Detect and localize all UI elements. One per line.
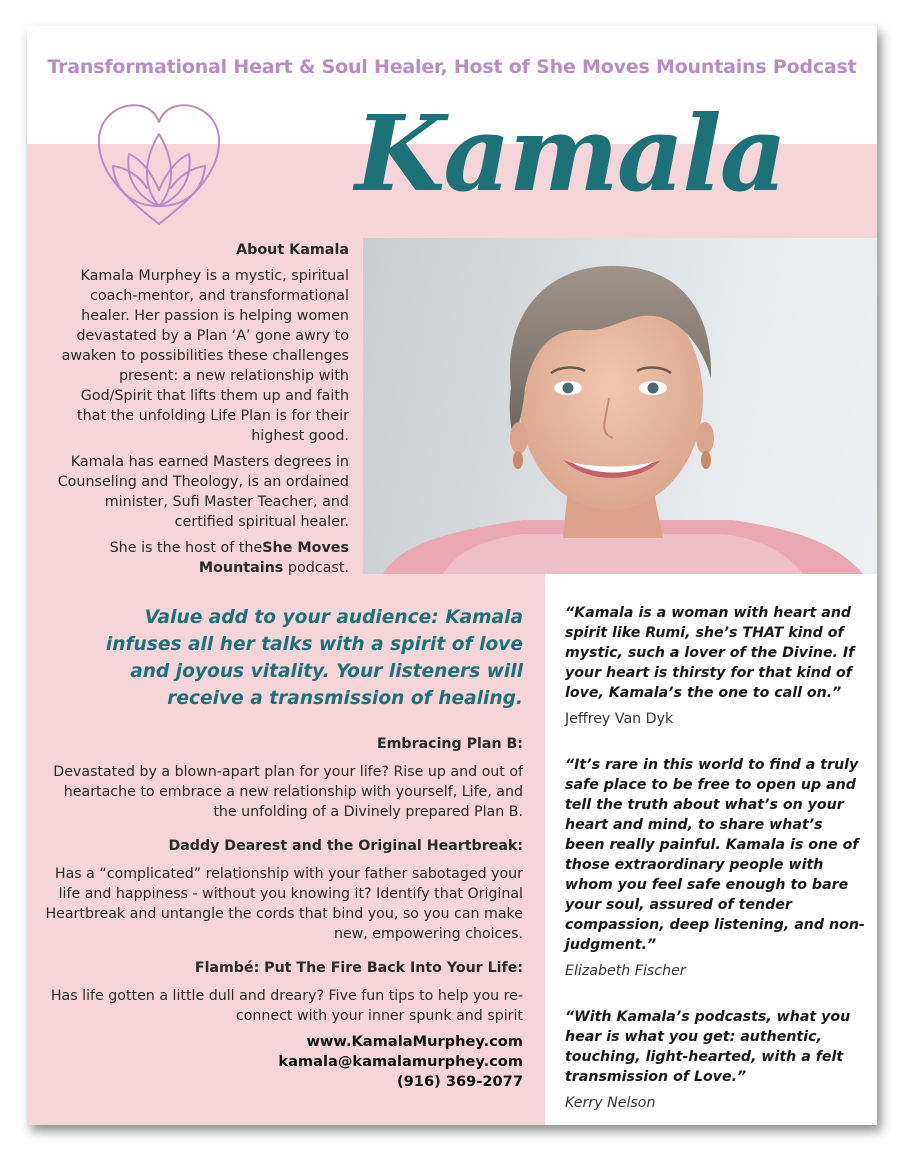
testimonial-author: Jeffrey Van Dyk xyxy=(565,711,674,727)
value-add-statement: Value add to your audience: Kamala infuses all her talks with a spirit of love and joyous vitality. Your listeners will receive a transmission of healing. xyxy=(105,607,523,709)
topic-item xyxy=(45,836,523,944)
contact-info xyxy=(223,1032,523,1092)
topic-description: Devastated by a blown-apart plan for your life? Rise up and out of heartache to embrace a new relationship with yourself, Life, and the unfolding of a Divinely prepared Plan B. xyxy=(53,764,523,820)
about-paragraph-3 xyxy=(57,538,349,578)
topic-item xyxy=(45,734,523,822)
topic-item xyxy=(45,958,523,1026)
portrait-illustration xyxy=(363,238,877,574)
testimonial-author: Kerry Nelson xyxy=(565,1095,656,1111)
testimonial-quote: “It’s rare in this world to find a truly safe place to be free to open up and tell the truth about what’s on your heart and mind, to share what’s been really painful. Kamala is one of those extraordinary people with whom you feel safe enough to bare your soul, assured of tender compassion, deep listening, and non-judgment.” xyxy=(565,757,865,953)
about-heading: About Kamala xyxy=(236,242,349,258)
speaker-name: Kamala xyxy=(355,92,786,215)
topic-title: Flambé: Put The Fire Back Into Your Life: xyxy=(194,960,523,976)
about-paragraph-1: Kamala Murphey is a mystic, spiritual coach-mentor, and transformational healer. Her passion is helping women devastated by a Plan ‘A’ gone awry to awaken to possibilities these challenges present: a new relationship with God/Spirit that lifts them up and faith that the unfolding Life Plan is for their highest good. xyxy=(61,268,349,444)
testimonial-item xyxy=(565,755,865,981)
website-link[interactable]: www.KamalaMurphey.com xyxy=(306,1033,523,1050)
topic-description: Has a “complicated” relationship with your father sabotaged your life and happiness - without you knowing it? Identify that Original Heartbreak and untangle the cords that bind you, so you can make new, empowering choices. xyxy=(45,866,523,942)
topic-title: Embracing Plan B: xyxy=(376,736,523,752)
portrait-photo xyxy=(363,238,877,574)
one-sheet-page xyxy=(27,26,877,1125)
about-paragraph-2: Kamala has earned Masters degrees in Counseling and Theology, is an ordained minister, Sufi Master Teacher, and certified spiritual healer. xyxy=(57,454,349,530)
about-section xyxy=(57,240,349,584)
email-link[interactable]: kamala@kamalamurphey.com xyxy=(278,1053,523,1070)
podcast-intro-text: She is the host of the xyxy=(109,540,263,556)
podcast-suffix-text: podcast. xyxy=(283,560,349,576)
testimonials xyxy=(565,603,865,1125)
testimonial-quote: “With Kamala’s podcasts, what you hear is what you get: authentic, touching, light-hearted, with a felt transmission of Love.” xyxy=(565,1009,851,1085)
phone-number: (916) 369-2077 xyxy=(396,1073,523,1090)
topic-title: Daddy Dearest and the Original Heartbreak: xyxy=(168,838,523,854)
testimonial-item xyxy=(565,603,865,729)
tagline: Transformational Heart & Soul Healer, Host of She Moves Mountains Podcast xyxy=(47,56,857,78)
talk-topics xyxy=(45,734,523,1040)
testimonial-item xyxy=(565,1007,865,1113)
testimonial-author: Elizabeth Fischer xyxy=(565,963,686,979)
testimonial-quote: “Kamala is a woman with heart and spirit like Rumi, she’s THAT kind of mystic, such a lover of the Divine. If your heart is thirsty for that kind of love, Kamala’s the one to call on.” xyxy=(565,605,855,701)
topic-description: Has life gotten a little dull and dreary? Five fun tips to help you re-connect with your inner spunk and spirit xyxy=(50,988,523,1024)
podcast-name: She Moves Mountains xyxy=(198,540,349,576)
heart-lotus-logo-icon xyxy=(93,98,225,230)
